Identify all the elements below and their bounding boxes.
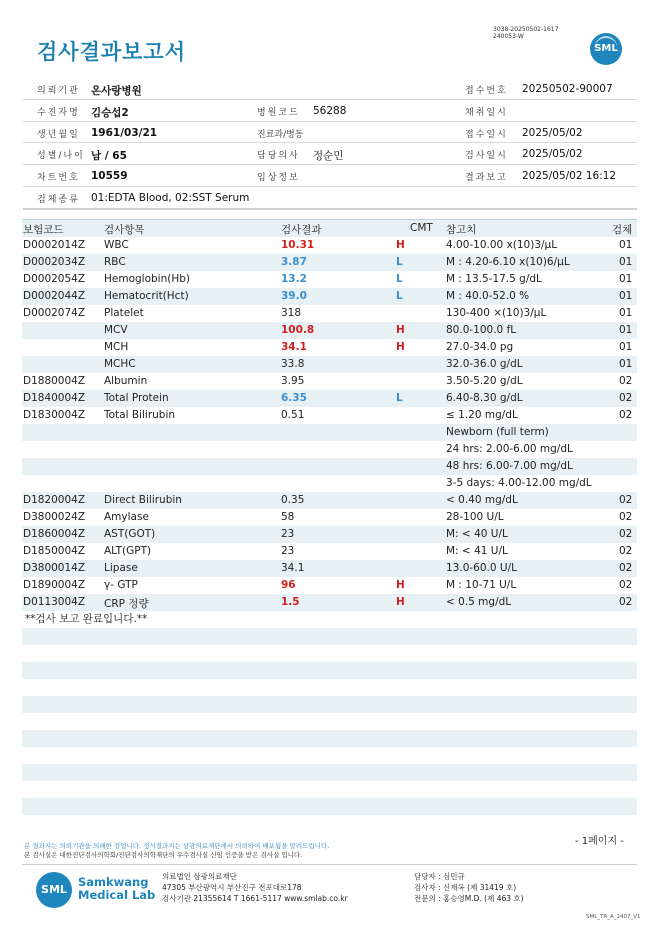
address-line3: 검사기관 21355614 T 1661-5117 www.smlab.co.kr [162, 894, 348, 903]
cell-spec: 02 [619, 528, 633, 540]
cell-spec: 01 [619, 239, 633, 251]
header-result: 검사결과 [281, 224, 322, 236]
cell-result: 13.2 [281, 273, 307, 285]
cell-ref: M : 13.5-17.5 g/dL [446, 273, 542, 285]
report-date-label: 결과보고 [465, 173, 508, 184]
table-row [22, 492, 637, 509]
table-row [22, 237, 637, 254]
cell-ref: 13.0-60.0 U/L [446, 562, 517, 574]
cell-spec: 02 [619, 511, 633, 523]
staff-line3: 전문의 : 홍승영M.D. (제 463 호) [414, 894, 524, 903]
footer-address [162, 871, 348, 904]
cell-ref: 130-400 ×(10)3/μL [446, 307, 547, 319]
table-row [22, 288, 637, 305]
test-date-value: 2025/05/02 [522, 148, 583, 161]
cell-result: 3.87 [281, 256, 307, 268]
empty-row [22, 662, 637, 679]
sml-logo: SML [590, 33, 622, 65]
receipt-no-label: 접수번호 [465, 86, 508, 96]
cell-spec: 01 [619, 273, 633, 285]
header-ref: 참고치 [446, 224, 477, 236]
table-row [22, 458, 637, 475]
table-row [22, 390, 637, 407]
cell-spec: 02 [619, 579, 633, 591]
cell-code: D1830004Z [23, 409, 86, 421]
dob-value: 1961/03/21 [91, 126, 158, 139]
header-name: 검사항목 [104, 224, 145, 236]
empty-row [22, 713, 637, 730]
info-row [23, 165, 637, 187]
table-row [22, 356, 637, 373]
table-row [22, 543, 637, 560]
info-row [23, 143, 637, 165]
footer-logo: SML [36, 872, 72, 908]
table-row [22, 305, 637, 322]
cell-result: 6.35 [281, 392, 307, 404]
table-row [22, 560, 637, 577]
patient-info [23, 78, 637, 210]
table-row [22, 577, 637, 594]
cell-spec: 01 [619, 341, 633, 353]
empty-row [22, 645, 637, 662]
cell-ref: 32.0-36.0 g/dL [446, 358, 523, 370]
cell-spec: 01 [619, 307, 633, 319]
cell-name: Platelet [104, 307, 144, 319]
specimen-value: 01:EDTA Blood, 02:SST Serum [91, 191, 250, 204]
doctor-label: 담당의사 [257, 151, 300, 162]
info-row [23, 122, 637, 144]
cell-ref: 3.50-5.20 g/dL [446, 375, 523, 387]
cell-ref: Newborn (full term) [446, 426, 549, 438]
results-table [22, 237, 637, 611]
receipt-date-label: 접수일시 [465, 129, 508, 140]
cell-name: Total Protein [104, 392, 169, 404]
cell-ref: 27.0-34.0 pg [446, 341, 514, 353]
cell-result: 96 [281, 579, 296, 591]
cell-ref: M : 10-71 U/L [446, 579, 517, 591]
footer-divider [22, 864, 637, 865]
cell-ref: 6.40-8.30 g/dL [446, 392, 523, 404]
cell-result: 100.8 [281, 324, 315, 336]
cell-name: MCHC [104, 358, 136, 370]
sex-age-value: 남 / 65 [91, 150, 127, 163]
staff-line2: 검사자 : 신재옥 (제 31419 호) [414, 883, 517, 892]
cell-name: Hemoglobin(Hb) [104, 273, 191, 285]
cell-result: 3.95 [281, 375, 305, 387]
footer-brand [78, 876, 155, 902]
cell-code: D0002074Z [23, 307, 86, 319]
report-date-value: 2025/05/02 16:12 [522, 170, 617, 183]
receipt-date-value: 2025/05/02 [522, 126, 583, 139]
empty-rows [22, 628, 637, 815]
cell-spec: 01 [619, 324, 633, 336]
clinical-label: 임상정보 [257, 173, 300, 184]
cell-code: D1850004Z [23, 545, 86, 557]
cell-ref: M : 40.0-52.0 % [446, 290, 530, 302]
cell-ref: ≤ 1.20 mg/dL [446, 409, 518, 421]
cell-result: 34.1 [281, 341, 307, 353]
staff-line1: 담당자 : 심민규 [414, 872, 465, 881]
test-date-label: 검사일시 [465, 151, 508, 162]
address-line2: 47305 부산광역시 부산진구 전포대로178 [162, 883, 302, 892]
table-row [22, 441, 637, 458]
cell-code: D1880004Z [23, 375, 86, 387]
cell-flag: H [396, 239, 405, 251]
cell-name: MCV [104, 324, 128, 336]
hospital-code-label: 병원코드 [257, 107, 300, 118]
cell-flag: L [396, 273, 403, 285]
chart-no-label: 차트번호 [37, 173, 80, 184]
chart-no-value: 10559 [91, 170, 128, 183]
cell-code: D1860004Z [23, 528, 86, 540]
cell-result: 1.5 [281, 596, 300, 608]
empty-row [22, 628, 637, 645]
note-line2: 본 검사실은 대한진단검사의학회/진단검사의학재단의 우수검사실 신임 인증을 받은 검사실 입니다. [24, 850, 303, 859]
header-spec: 검체 [612, 224, 633, 236]
institution-value: 온사랑병원 [91, 85, 142, 97]
cell-name: MCH [104, 341, 129, 353]
cell-ref: < 0.40 mg/dL [446, 494, 518, 506]
cell-ref: 3-5 days: 4.00-12.00 mg/dL [446, 477, 592, 489]
cell-result: 34.1 [281, 562, 305, 574]
cell-ref: 80.0-100.0 fL [446, 324, 517, 336]
table-row [22, 271, 637, 288]
cell-flag: H [396, 579, 405, 591]
table-row [22, 475, 637, 492]
empty-row [22, 764, 637, 781]
empty-row [22, 747, 637, 764]
sex-age-label: 성별/나이 [37, 151, 85, 162]
patient-label: 수진자명 [37, 107, 80, 118]
table-row [22, 509, 637, 526]
cell-name: Total Bilirubin [104, 409, 176, 421]
info-row [23, 100, 637, 122]
table-row [22, 322, 637, 339]
cell-result: 318 [281, 307, 302, 319]
table-row [22, 594, 637, 611]
cell-result: 23 [281, 528, 295, 540]
notes [24, 842, 329, 859]
dept-label: 진료과/병동 [257, 129, 304, 140]
cell-code: D1820004Z [23, 494, 86, 506]
collect-date-label: 채취일시 [465, 107, 508, 118]
cell-result: 10.31 [281, 239, 315, 251]
table-row [22, 424, 637, 441]
cell-result: 0.51 [281, 409, 305, 421]
header-code: 보험코드 [23, 224, 64, 236]
cell-name: γ- GTP [104, 579, 138, 591]
cell-spec: 01 [619, 290, 633, 302]
page-number: - 1페이지 - [575, 836, 624, 847]
brand-line2: Medical Lab [78, 888, 156, 902]
cell-result: 58 [281, 511, 295, 523]
specimen-label: 검체종류 [37, 194, 80, 205]
cell-spec: 02 [619, 596, 633, 608]
cell-ref: 48 hrs: 6.00-7.00 mg/dL [446, 460, 573, 472]
receipt-no-value: 20250502-90007 [522, 83, 613, 95]
results-header [22, 219, 637, 237]
cell-flag: H [396, 324, 405, 336]
cell-name: Amylase [104, 511, 149, 523]
table-row [22, 526, 637, 543]
cell-name: Direct Bilirubin [104, 494, 182, 506]
cell-spec: 01 [619, 358, 633, 370]
cell-ref: 28-100 U/L [446, 511, 504, 523]
cell-name: WBC [104, 239, 129, 251]
note-line1: 본 결과지는 의뢰기관을 의해한 검업니다. 정식결과지는 삼광의료재단에서 의뢰하여 배포됨을 알려드립니다. [24, 842, 330, 850]
cell-code: D0002044Z [23, 290, 86, 302]
cell-flag: L [396, 256, 403, 268]
table-row [22, 254, 637, 271]
dob-label: 생년월일 [37, 129, 80, 140]
cell-result: 0.35 [281, 494, 305, 506]
info-row [23, 78, 637, 100]
cell-name: AST(GOT) [104, 528, 156, 540]
document-id-line2: 240053-W [493, 33, 524, 40]
brand-line1: Samkwang [78, 875, 149, 889]
cell-name: CRP 정량 [104, 598, 149, 610]
cell-code: D1840004Z [23, 392, 86, 404]
cell-flag: H [396, 596, 405, 608]
cell-spec: 01 [619, 256, 633, 268]
report-complete-note: **검사 보고 완료입니다.** [25, 613, 148, 625]
footer-staff [414, 871, 524, 904]
cell-ref: 4.00-10.00 x(10)3/μL [446, 239, 558, 251]
info-row [23, 187, 637, 210]
doctor-value: 정순민 [313, 150, 344, 163]
cell-result: 33.8 [281, 358, 305, 370]
cell-spec: 02 [619, 545, 633, 557]
cell-name: RBC [104, 256, 126, 268]
table-row [22, 407, 637, 424]
empty-row [22, 798, 637, 815]
header-cmt: CMT [410, 222, 433, 234]
cell-code: D0002054Z [23, 273, 86, 285]
cell-code: D3800014Z [23, 562, 86, 574]
address-line1: 의료법인 삼광의료재단 [162, 872, 237, 881]
report-title: 검사결과보고서 [37, 40, 187, 64]
cell-spec: 02 [619, 392, 633, 404]
cell-name: Hematocrit(Hct) [104, 290, 189, 302]
institution-label: 의뢰기관 [37, 86, 80, 96]
cell-spec: 02 [619, 562, 633, 574]
cell-result: 23 [281, 545, 295, 557]
cell-code: D0002014Z [23, 239, 86, 251]
cell-ref: M: < 41 U/L [446, 545, 508, 557]
document-id [493, 26, 558, 40]
table-row [22, 373, 637, 390]
table-row [22, 339, 637, 356]
cell-code: D1890004Z [23, 579, 86, 591]
document-id-line1: 3038-20250502-1617 [493, 26, 559, 33]
empty-row [22, 696, 637, 713]
cell-ref: < 0.5 mg/dL [446, 596, 512, 608]
cell-ref: 24 hrs: 2.00-6.00 mg/dL [446, 443, 573, 455]
empty-row [22, 781, 637, 798]
cell-ref: M: < 40 U/L [446, 528, 508, 540]
cell-name: Lipase [104, 562, 138, 574]
cell-flag: L [396, 290, 403, 302]
hospital-code-value: 56288 [313, 104, 347, 117]
cell-result: 39.0 [281, 290, 307, 302]
cell-code: D3800024Z [23, 511, 86, 523]
cell-spec: 02 [619, 409, 633, 421]
cell-ref: M : 4.20-6.10 x(10)6/μL [446, 256, 570, 268]
empty-row [22, 679, 637, 696]
cell-flag: H [396, 341, 405, 353]
cell-code: D0002034Z [23, 256, 86, 268]
empty-row [22, 730, 637, 747]
cell-flag: L [396, 392, 403, 404]
cell-name: Albumin [104, 375, 148, 387]
form-code: SML_TR_A_2407_V1 [586, 914, 641, 920]
cell-name: ALT(GPT) [104, 545, 152, 557]
patient-value: 김승섭2 [91, 106, 129, 119]
cell-spec: 02 [619, 375, 633, 387]
cell-code: D0113004Z [23, 596, 86, 608]
cell-spec: 02 [619, 494, 633, 506]
